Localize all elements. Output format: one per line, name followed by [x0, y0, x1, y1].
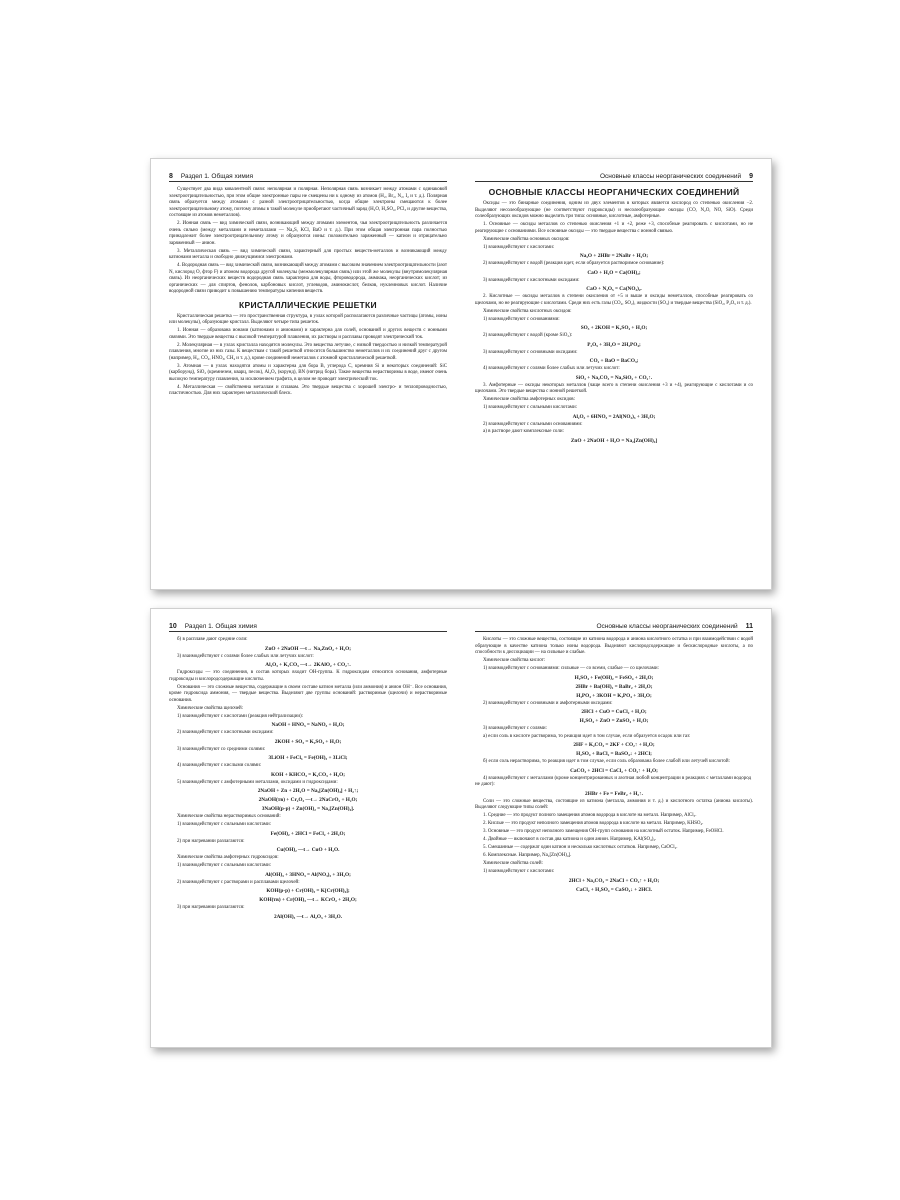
- paragraph: 4. Двойные — включают в состав два катиона и один анион. Например, KAl(SO₄)₂.: [483, 837, 657, 842]
- chemical-equation: 2NaOH(тв) + Cr₂O₃ —t→ 2NaCrO₂ + H₂O;: [258, 797, 358, 803]
- page-number: 10: [169, 623, 177, 630]
- chemical-equation: Na₂O + 2HBr = 2NaBr + H₂O;: [579, 253, 649, 259]
- page-number: 9: [749, 173, 753, 180]
- chemical-equation: 3NaOH(р-р) + Zn(OH)₂ = Na₂[Zn(OH)₄].: [261, 806, 355, 812]
- list-item: 4) взаимодействуют с металлами (кроме концентрированных и азотная любой концентрации в реакциях с металлами водород не дают):: [475, 775, 752, 787]
- chemical-equation: Al₂O₃ + K₂CO₃ —t→ 2KAlO₂ + CO₂↑.: [265, 662, 351, 668]
- page-8: [151, 159, 461, 589]
- list-item: 1) взаимодействуют с основаниями:: [483, 316, 560, 322]
- chemical-equation: 2NaOH + Zn + 2H₂O = Na₂[Zn(OH)₄] + H₂↑;: [257, 788, 359, 794]
- section-heading: КРИСТАЛЛИЧЕСКИЕ РЕШЕТКИ: [239, 299, 377, 310]
- list-item: 2) взаимодействуют с основными и амфотерными оксидами:: [483, 700, 613, 706]
- chemical-equation: Fe(OH)₂ + 2HCl = FeCl₂ + 2H₂O;: [270, 830, 346, 837]
- paragraph: Химические свойства щелочей:: [177, 705, 244, 711]
- paragraph: 5. Смешанные — содержат один катион и несколько кислотных остатков. Например, CaOCl₂.: [483, 845, 678, 850]
- page-10: [151, 609, 461, 1047]
- paragraph: 6. Комплексные. Например, Na₂[Zn(OH)₄].: [483, 853, 572, 858]
- list-item: б) если соль нерастворима, то реакция идет в том случае, если соль образована более слабой или летучей кислотой:: [483, 759, 730, 764]
- paragraph: 2. Молекулярная — в узлах кристалла находятся молекулы. Это вещества летучие, с низкой твердостью и низкой температурой плавления, многие из них газы. К веществам с такой решеткой относится большинство неметаллов и их соединений друг с другом (например, H₂, CO₂, HNO₃, CH₄ и т. д.), кроме соединений неметаллов с атомной кристаллической решеткой.: [169, 342, 447, 361]
- list-item: а) если соль в кислоте растворима, то реакция идет в том случае, если образуется осадок или газ:: [483, 733, 691, 739]
- chemical-equation: 3LiOH + FeCl₃ = Fe(OH)₃ + 3LiCl;: [268, 755, 348, 761]
- list-item: 3) взаимодействуют с кислотными оксидами:: [483, 277, 580, 283]
- chemical-equation: H₂SO₄ + ZnO = ZnSO₄ + H₂O;: [579, 718, 649, 724]
- paragraph: 3. Металлическая связь — вид химической связи, характерный для простых веществ-металлов и возникающий между катионами металла и свободно движущимися электронами.: [169, 248, 447, 260]
- chemical-equation: 2HBr + Fe = FeBr₂ + H₂↑.: [585, 790, 643, 797]
- book-spread-bottom: [150, 608, 772, 1048]
- page-header: [475, 173, 753, 182]
- paragraph: 3. Основные — это продукт неполного замещения OH-групп основания на кислотный остаток. Например, FeOHCl.: [483, 829, 724, 834]
- list-item: 4) взаимодействуют с солями более слабых или летучих кислот:: [483, 366, 620, 371]
- page-content: [475, 637, 753, 894]
- paragraph: 2. Кислотные — оксиды металлов в степени окисления от +5 и выше и оксиды неметаллов, способные реагировать со щелочами, но не реагирующие с кислотами. Среди них есть газы (CO₂, SO₂), жидкости (SO₃) и твердые вещества (SiO₂, P₂O₅ и т. д.).: [475, 294, 753, 306]
- paragraph: Химические свойства амфотерных оксидов:: [483, 397, 575, 402]
- chemical-equation: CaO + N₂O₅ = Ca(NO₃)₂.: [586, 286, 642, 292]
- chemical-equation: CaO + H₂O = Ca(OH)₂;: [587, 269, 641, 276]
- paragraph: Химические свойства кислотных оксидов:: [483, 308, 572, 314]
- paragraph: Основания — это сложные вещества, содержащие в своем составе катион металла (или аммония) и анион OH⁻. Все основания, кроме гидроксида аммония, — твердые вещества. Выделяют две группы оснований: растворимые (щелочи) и нерастворимые основания.: [169, 684, 447, 703]
- running-title: Основные классы неорганических соединений: [596, 623, 738, 630]
- paragraph: 4. Водородная связь — вид химической связи, возникающий между атомами с высоким значением электроотрицательности (азот N, кислород O, фтор F) и атомом водорода другой молекулы (межмолекулярная связь) или этой же молекулы (внутримолекулярная связь). Из неорганических веществ водородная связь характерна для воды, фтороводорода, аммиака, неорганических кислот; из органических — для спиртов, фенолов, карбоновых кислот, углеводов, аминокислот, белков, нуклеиновых кислот. Наличие водородной связи приводит к повышению температуры кипения веществ.: [169, 263, 447, 294]
- paragraph: 2. Ионная связь — вид химической связи, возникающий между атомами элементов, чья электроотрицательность различается очень сильно (между металлами и неметаллами — Na₂S, KCl, BaO и т. д.). При этом общая электронная пара полностью принадлежит более электроотрицательному атому и образуются ионы: положительно заряженный — катион и отрицательно заряженный — анион.: [169, 221, 447, 246]
- page-number: 8: [169, 173, 173, 180]
- chemical-equation: H₂SO₄ + BaCl₂ = BaSO₄↓ + 2HCl;: [576, 751, 652, 757]
- chemical-equation: Al₂O₃ + 6HNO₃ = 2Al(NO₃)₃ + 3H₂O;: [572, 413, 656, 420]
- paragraph: Кристаллическая решетка — это пространственная структура, в узлах которой располагаются различные частицы (атомы, ионы или молекулы), образующие кристалл. Выделяют четыре типа решеток.: [169, 313, 447, 325]
- paragraph: Соли — это сложные вещества, состоящие из катиона (металла, аммония и т. д.) и кислотного остатка (аниона кислоты). Выделяют следующие типы солей:: [475, 798, 753, 810]
- list-item: 3) взаимодействуют с основными оксидами:: [483, 349, 578, 355]
- list-item: 5) взаимодействуют с амфотерными металлами, оксидами и гидроксидами:: [177, 779, 338, 785]
- page-header: [169, 173, 447, 182]
- chemical-equation: KOH + KHCO₃ = K₂CO₃ + H₂O;: [271, 771, 345, 778]
- chemical-equation: SiO₂ + Na₂CO₃ = Na₂SiO₃ + CO₂↑.: [575, 374, 653, 381]
- running-title: Раздел 1. Общая химия: [180, 173, 253, 180]
- chemical-equation: 2HF + K₂CO₃ = 2KF + CO₂↑ + H₂O;: [573, 742, 655, 748]
- page-content: [169, 187, 447, 398]
- book-spread-top: [150, 158, 772, 590]
- list-item: 2) при нагревании разлагаются:: [177, 838, 245, 844]
- paragraph: 3. Амфотерные — оксиды некоторых металлов (чаще всего в степени окисления +3 и +4), реагирующие с кислотами и со щелочами. Это твердые вещества с ионной решеткой.: [475, 382, 753, 394]
- list-item: 1) взаимодействуют с сильными кислотами:: [177, 822, 272, 827]
- list-item: 1) взаимодействуют с кислотами:: [483, 869, 555, 874]
- chemical-equation: 2HBr + Ba(OH)₂ = BaBr₂ + 2H₂O;: [575, 683, 653, 690]
- chemical-equation: CO₂ + BaO = BaCO₃;: [589, 358, 639, 364]
- list-item: 2) взаимодействуют с сильными основаниями:: [483, 421, 583, 427]
- list-item: 1) взаимодействуют с сильными кислотами:: [177, 863, 272, 868]
- paragraph: Химические свойства кислот:: [483, 658, 546, 663]
- chemical-equation: 2HCl + CuO = CuCl₂ + H₂O;: [581, 709, 647, 715]
- chemical-equation: Al(OH)₃ + 3HNO₃ = Al(NO₃)₃ + 3H₂O;: [265, 871, 351, 878]
- page-9: [461, 159, 771, 589]
- chemical-equation: SO₃ + 2KOH = K₂SO₄ + H₂O;: [580, 325, 648, 331]
- page-number: 11: [745, 623, 753, 630]
- page-content: [475, 187, 753, 445]
- chemical-equation: 2Al(OH)₃ —t→ Al₂O₃ + 3H₂O.: [273, 913, 343, 920]
- list-item: 1) взаимодействуют с кислотами (реакция нейтрализации):: [177, 713, 304, 719]
- list-item: 1) взаимодействуют с кислотами:: [483, 244, 555, 250]
- list-item: 3) взаимодействуют с солями:: [483, 726, 547, 731]
- chemical-equation: KOH(тв) + Cr(OH)₃ —t→ KCrO₂ + 2H₂O;: [259, 897, 357, 903]
- chemical-equation: 2KOH + SO₃ = K₂SO₄ + H₂O;: [274, 738, 342, 745]
- paragraph: 3. Атомная — в узлах находятся атомы и характерна для бора B, углерода C, кремния Si и некоторых соединений: SiC (карборунд), SiO₂ (кремнезем, кварц, песок), Al₂O₃ (корунд), BN (нитрид бора). Такие вещества нерастворимы в воде, имеют очень высокую температуру плавления, за исключением графита, в целом не проводят электрический ток.: [169, 363, 447, 382]
- list-item: 2) взаимодействуют с растворами и расплавами щелочей:: [177, 879, 300, 885]
- paragraph: Существует два вида ковалентной связи: неполярная и полярная. Неполярная связь возникает между атомами с одинаковой электроотрицательностью, при этом общие электронные пары не смещены ни к одному из атомов (H₂, Br₂, N₂, I₂ и т. д.). Полярная связь образуется между атомами с разной электроотрицательностью, когда общие электроны смещаются к более электроотрицательному атому, поэтому атомы в такой молекуле приобретают частичный заряд (H₂O, H₂SO₄, PCl₃ и другие вещества, состоящие из атомов неметаллов).: [169, 187, 447, 218]
- paragraph: Химические свойства солей:: [483, 861, 543, 866]
- list-item: 3) взаимодействуют с солями более слабых или летучих кислот:: [177, 653, 314, 659]
- section-heading: ОСНОВНЫЕ КЛАССЫ НЕОРГАНИЧЕСКИХ СОЕДИНЕНИЙ: [488, 187, 740, 197]
- paragraph: 1. Ионная — образована ионами (катионами и анионами) и характерна для солей, оснований и других веществ с ионными связями. Это твердые вещества с высокой температурой плавления, их растворы и расплавы проводят электрический ток.: [169, 328, 447, 340]
- list-item: 2) взаимодействуют с водой (реакция идет, если образуется растворимое основание):: [483, 261, 665, 266]
- list-item: а) в растворе дают комплексные соли:: [483, 429, 564, 434]
- page-header: [169, 623, 447, 632]
- paragraph: Гидроксиды — это соединения, в состав которых входит OH-группа. К гидроксидам относятся основания, амфотерные гидроксиды и кислородсодержащие кислоты.: [169, 670, 447, 682]
- page-11: [461, 609, 771, 1047]
- list-item: б) в расплаве дают средние соли:: [177, 637, 248, 642]
- page-header: [475, 623, 753, 632]
- list-item: 1) взаимодействуют с основаниями: сильные — со всеми, слабые — со щелочами:: [483, 666, 659, 671]
- chemical-equation: H₃PO₄ + 3KOH = K₃PO₄ + 3H₂O;: [576, 692, 652, 699]
- chemical-equation: ZnO + 2NaOH + H₂O = Na₂[Zn(OH)₄]: [570, 437, 658, 444]
- running-title: Основные классы неорганических соединений: [599, 173, 742, 180]
- list-item: 4) взаимодействуют с кислыми солями:: [177, 763, 262, 768]
- chemical-equation: Cu(OH)₂ —t→ CuO + H₂O.: [276, 847, 340, 853]
- chemical-equation: 2HCl + Na₂CO₃ = 2NaCl + CO₂↑ + H₂O;: [568, 877, 660, 884]
- paragraph: Химические свойства нерастворимых оснований:: [177, 814, 281, 819]
- running-title: Раздел 1. Общая химия: [184, 623, 257, 630]
- chemical-equation: P₂O₅ + 3H₂O = 2H₃PO₄;: [587, 341, 641, 348]
- paragraph: Химические свойства основных оксидов:: [483, 236, 570, 242]
- chemical-equation: H₂SO₄ + Fe(OH)₂ = FeSO₄ + 2H₂O;: [574, 674, 654, 681]
- list-item: 3) взаимодействуют со средними солями:: [177, 746, 266, 752]
- chemical-equation: ZnO + 2NaOH —t→ Na₂ZnO₂ + H₂O;: [264, 645, 352, 652]
- chemical-equation: CaCl₂ + H₂SO₄ = CaSO₄↓ + 2HCl.: [576, 886, 652, 893]
- page-content: [169, 637, 447, 921]
- paragraph: 1. Средние — это продукт полного замещения атомов водорода в кислоте на металл. Например, AlCl₃.: [483, 813, 697, 818]
- paragraph: Кислоты — это сложные вещества, состоящие из катиона водорода и аниона кислотного остатка и при взаимодействии с водой образующие в качестве катиона только ионы водорода. Выделяют кислородсодержащие и бескислородные кислоты, а по способности к диссоциации — на сильные и слабые.: [475, 637, 753, 655]
- paragraph: 4. Металлическая — свойственна металлам и сплавам. Это твердые вещества с хорошей электро- и теплопроводностью, пластичностью. Для них характерен металлический блеск.: [169, 384, 447, 396]
- chemical-equation: NaOH + HNO₃ = NaNO₃ + H₂O;: [271, 722, 345, 728]
- paragraph: 1. Основные — оксиды металлов со степенью окисления +1 и +2, реже +3, способные реагировать с кислотами, но не реагирующие с основаниями. Все основные оксиды — это твердые вещества с ионной связью.: [475, 222, 753, 234]
- paragraph: 2. Кислые — это продукт неполного замещения атомов водорода в кислоте на металл. Например, KHSO₄.: [483, 821, 704, 826]
- chemical-equation: KOH(р-р) + Cr(OH)₃ = K[Cr(OH)₄];: [266, 888, 350, 894]
- list-item: 2) взаимодействуют с кислотными оксидами:: [177, 730, 274, 735]
- list-item: 1) взаимодействуют с сильными кислотами:: [483, 405, 578, 410]
- chemical-equation: CaCO₃ + 2HCl = CaCl₂ + CO₂↑ + H₂O;: [570, 767, 658, 774]
- paragraph: Оксиды — это бинарные соединения, одним из двух элементов в которых является кислород со степенью окисления −2. Выделяют несолеобразующие (не соответствуют гидроксиды) и несолеобразующие оксиды (CO, N₂O, NO, SiO). Среди солеобразующих оксидов можно выделить три типа: основные, кислотные, амфотерные.: [475, 201, 753, 219]
- paragraph: Химические свойства амфотерных гидроксидов:: [177, 855, 279, 860]
- list-item: 2) взаимодействуют с водой (кроме SiO₂):: [483, 333, 573, 338]
- list-item: 3) при нагревании разлагаются:: [177, 905, 245, 910]
